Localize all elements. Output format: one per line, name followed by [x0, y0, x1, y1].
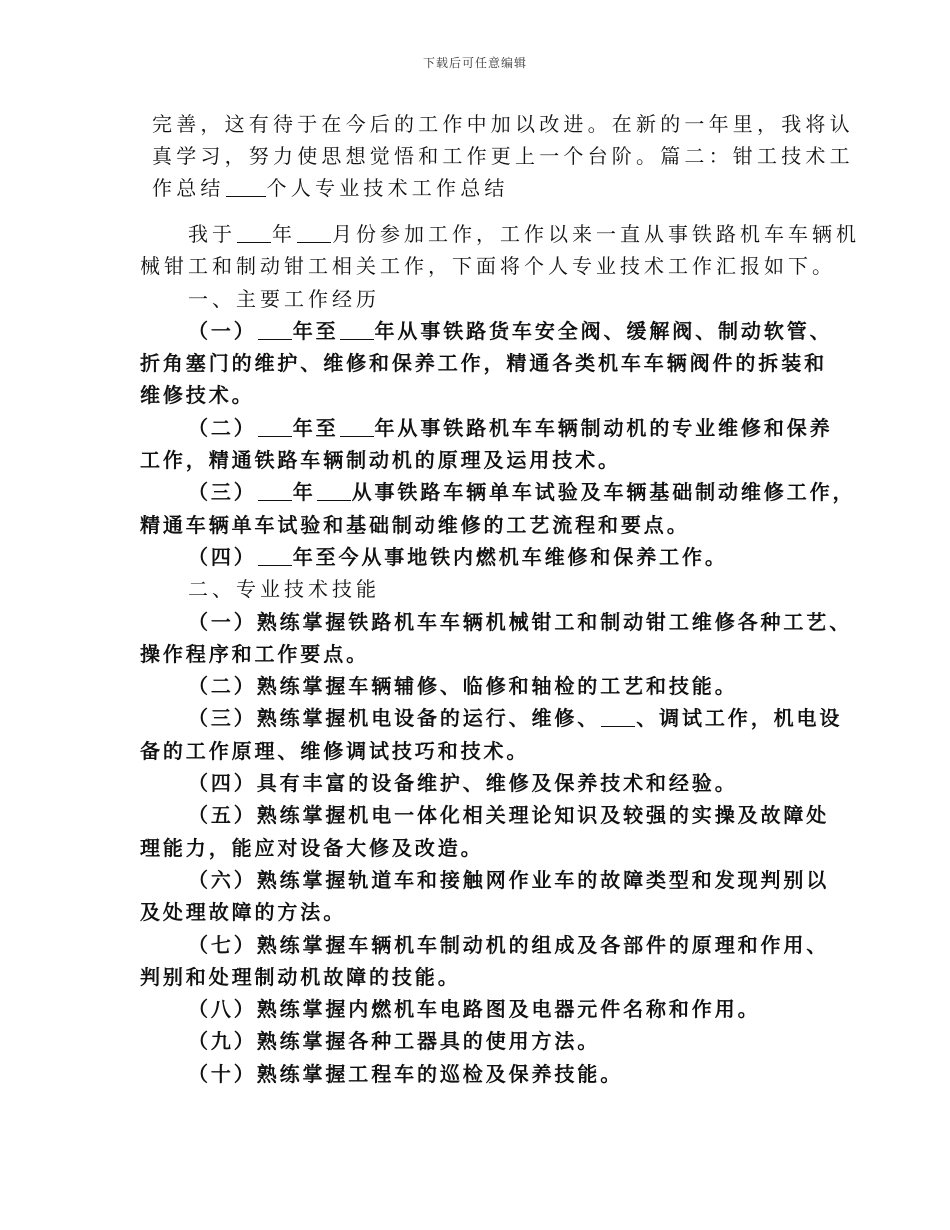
s2-item1-line-1: （一）熟练掌握铁路机车车辆机械钳工和制动钳工维修各种工艺、 — [188, 609, 853, 634]
s2-item8-line-1: （八）熟练掌握内燃机车电路图及电器元件名称和作用。 — [188, 997, 761, 1022]
s1-item1-text-a: （一） — [188, 318, 257, 343]
s2-item7-line-1: （七）熟练掌握车辆机车制动机的组成及各部件的原理和作用、 — [188, 932, 830, 957]
intro-line-2: 真学习，努力使思想觉悟和工作更上一个台阶。篇二：钳工技术工 — [152, 144, 854, 168]
s2-item3-line-2: 备的工作原理、维修调试技巧和技术。 — [140, 738, 530, 763]
intro-line-3-text-a: 作总结 — [152, 176, 225, 200]
intro-paragraph — [152, 108, 854, 204]
s1-item1-text-b: 年至 — [292, 318, 339, 343]
para1-line-2: 械钳工和制动钳工相关工作，下面将个人专业技术工作汇报如下。 — [140, 254, 836, 279]
s2-item3-text-a: （三）熟练掌握机电设备的运行、维修、 — [188, 706, 601, 731]
s1-item4-text-a: （四） — [188, 544, 257, 569]
fill-in-blank — [317, 482, 351, 501]
s1-item1-line-3: 维修技术。 — [140, 383, 255, 408]
fill-in-blank — [340, 321, 374, 340]
fill-in-blank — [237, 224, 271, 243]
s1-item3-text-c: 从事铁路车辆单车试验及车辆基础制动维修工作， — [351, 480, 856, 505]
s1-item4-line-1 — [140, 541, 830, 573]
page-header: 下载后可任意编辑 — [422, 56, 527, 70]
s1-item3-text-a: （三） — [188, 480, 257, 505]
s2-item9-line-1: （九）熟练掌握各种工器具的使用方法。 — [188, 1029, 601, 1054]
document-body — [140, 218, 860, 1090]
s2-item4-line-1: （四）具有丰富的设备维护、维修及保养技术和经验。 — [188, 771, 738, 796]
intro-line-3-text-b: 个人专业技术工作总结 — [266, 176, 509, 200]
s2-item2-line-1: （二）熟练掌握车辆辅修、临修和轴检的工艺和技能。 — [188, 674, 738, 699]
s2-item7-line-2: 判别和处理制动机故障的技能。 — [140, 964, 461, 989]
fill-in-blank — [297, 224, 331, 243]
para1-text-b: 年 — [272, 222, 296, 246]
s1-item2-text-b: 年至 — [292, 415, 339, 440]
section1-heading: 一、主要工作经历 — [188, 286, 380, 311]
fill-in-blank — [258, 547, 292, 566]
intro-line-1: 完善，这有待于在今后的工作中加以改进。在新的一年里，我将认 — [152, 112, 854, 136]
s2-item3-line-1 — [140, 702, 843, 734]
para1-text-c: 月份参加工作，工作以来一直从事铁路机车车辆机 — [332, 222, 860, 246]
s1-item4-text-b: 年至今从事地铁内燃机车维修和保养工作。 — [292, 544, 728, 569]
fill-in-blank — [340, 418, 374, 437]
s1-item2-text-c: 年从事铁路机车车辆制动机的专业维修和保养 — [374, 415, 833, 440]
fill-in-blank — [258, 321, 292, 340]
intro-line-3 — [152, 172, 812, 204]
fill-in-blank — [258, 482, 292, 501]
s2-item6-line-2: 及处理故障的方法。 — [140, 900, 347, 925]
s1-item3-text-b: 年 — [292, 480, 316, 505]
s2-item1-line-2: 操作程序和工作要点。 — [140, 641, 369, 666]
s1-item1-line-1 — [140, 315, 833, 347]
s2-item3-text-b: 、调试工作，机电设 — [636, 706, 843, 731]
s2-item5-line-2: 理能力，能应对设备大修及改造。 — [140, 835, 484, 860]
s1-item2-line-2: 工作，精通铁路车辆制动机的原理及运用技术。 — [140, 448, 621, 473]
fill-in-blank — [601, 708, 635, 727]
para1-text-a: 我于 — [188, 222, 236, 246]
s2-item10-line-1: （十）熟练掌握工程车的巡检及保养技能。 — [188, 1061, 624, 1086]
fill-in-blank — [258, 418, 292, 437]
s1-item2-text-a: （二） — [188, 415, 257, 440]
s1-item3-line-1 — [140, 476, 856, 508]
s2-item6-line-1: （六）熟练掌握轨道车和接触网作业车的故障类型和发现判别以 — [188, 867, 830, 892]
s1-item1-line-2: 折角塞门的维护、维修和保养工作，精通各类机车车辆阀件的拆装和 — [140, 351, 827, 376]
s1-item3-line-2: 精通车辆单车试验和基础制动维修的工艺流程和要点。 — [140, 512, 690, 537]
s1-item1-text-c: 年从事铁路货车安全阀、缓解阀、制动软管、 — [374, 318, 833, 343]
s2-item5-line-1: （五）熟练掌握机电一体化相关理论知识及较强的实操及故障处 — [188, 803, 830, 828]
para1-line-1 — [140, 218, 860, 250]
s1-item2-line-1 — [140, 412, 833, 444]
section2-heading: 二、专业技术技能 — [188, 577, 380, 602]
fill-in-blank — [226, 178, 266, 197]
